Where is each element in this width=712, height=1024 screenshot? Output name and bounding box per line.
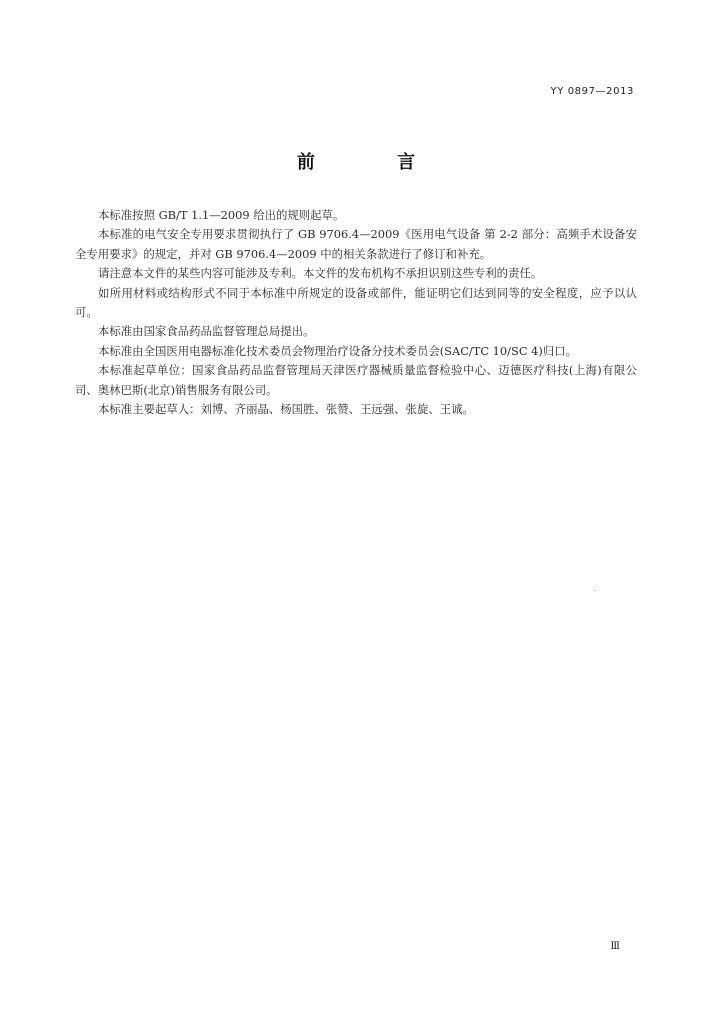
page-title: 前 言 xyxy=(296,152,454,173)
paragraph-proposed-by: 本标准由国家食品药品监督管理总局提出。 xyxy=(98,324,315,339)
paragraph-drafting-organizations: 本标准起草单位：国家食品药品监督管理局天津医疗器械质量监督检验中心、迈德医疗科技(上海)有限公司、奥林巴斯(北京)销售服务有限公司。 xyxy=(75,363,637,397)
paragraph-drafting-rules: 本标准按照 GB/T 1.1—2009 给出的规则起草。 xyxy=(98,208,345,222)
standard-code: YY 0897—2013 xyxy=(550,86,634,97)
page-number: Ⅲ xyxy=(610,941,620,952)
paragraph-patent-notice: 请注意本文件的某些内容可能涉及专利。本文件的发布机构不承担识别这些专利的责任。 xyxy=(98,266,543,281)
paragraph-technical-committee: 本标准由全国医用电器标准化技术委员会物理治疗设备分技术委员会(SAC/TC 10/SC 4)归口。 xyxy=(98,343,578,358)
paragraph-main-drafters: 本标准主要起草人：刘博、齐丽晶、杨国胜、张赞、王远强、张旋、王诚。 xyxy=(98,402,474,417)
scan-speck xyxy=(594,590,595,591)
paragraph-equivalent-materials: 如所用材料或结构形式不同于本标准中所规定的设备或部件，能证明它们达到同等的安全程度，应予以认可。 xyxy=(75,285,637,320)
paragraph-safety-requirements: 本标准的电气安全专用要求贯彻执行了 GB 9706.4—2009《医用电气设备 第 2-2 部分：高频手术设备安全专用要求》的规定，并对 GB 9706.4—2009 中的相关条款进行了修订和补充。 xyxy=(75,227,637,261)
preface-body xyxy=(75,206,637,419)
